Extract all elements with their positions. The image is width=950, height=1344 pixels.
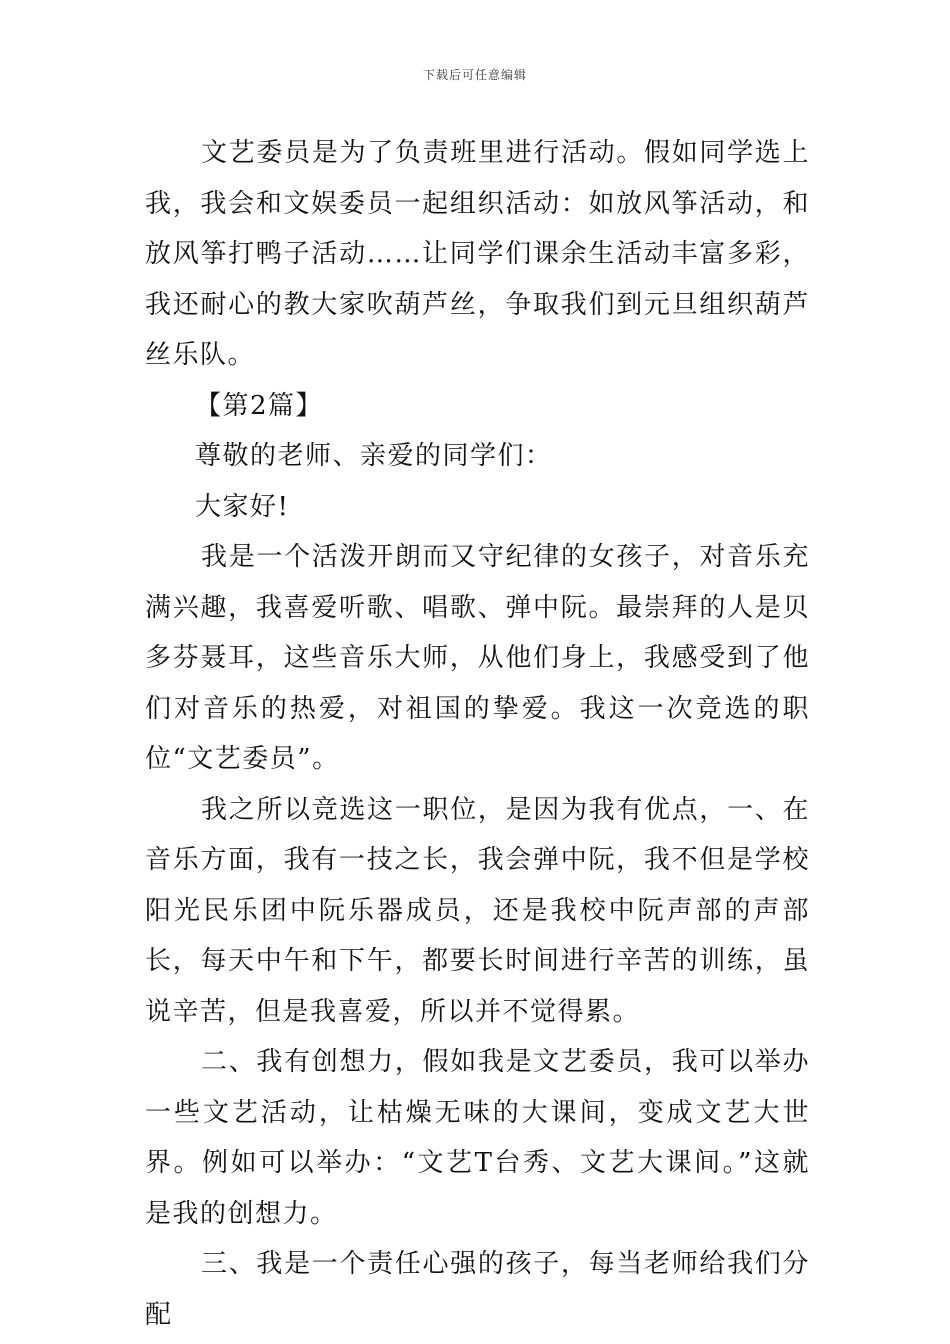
paragraph-3: 我之所以竞选这一职位，是因为我有优点，一、在音乐方面，我有一技之长，我会弹中阮，我不但是学校阳光民乐团中阮乐器成员，还是我校中阮声部的声部长，每天中午和下午，都要长时间进行辛苦的训练，虽说辛苦，但是我喜爱，所以并不觉得累。 [145,794,810,1027]
document-body [145,128,810,1340]
paragraph-2: 我是一个活泼开朗而又守纪律的女孩子，对音乐充满兴趣，我喜爱听歌、唱歌、弹中阮。最崇拜的人是贝多芬聂耳，这些音乐大师，从他们身上，我感受到了他们对音乐的热爱，对祖国的挚爱。我这一次竞选的职位“文艺委员”。 [145,542,810,774]
salutation: 尊敬的老师、亲爱的同学们： [195,441,553,471]
section-heading: 【第2篇】 [195,390,324,421]
header-note: 下载后可任意编辑 [422,68,527,82]
greeting: 大家好! [195,491,290,522]
paragraph-1: 文艺委员是为了负责班里进行活动。假如同学选上我，我会和文娱委员一起组织活动：如放风筝活动，和放风筝打鸭子活动……让同学们课余生活动丰富多彩，我还耐心的教大家吹葫芦丝，争取我们到元旦组织葫芦丝乐队。 [145,138,810,370]
paragraph-4: 二、我有创想力，假如我是文艺委员，我可以举办一些文艺活动，让枯燥无味的大课间，变成文艺大世界。例如可以举办：“文艺T台秀、文艺大课间。”这就是我的创想力。 [145,1047,810,1229]
paragraph-5: 三、我是一个责任心强的孩子，每当老师给我们分配 [145,1249,810,1330]
